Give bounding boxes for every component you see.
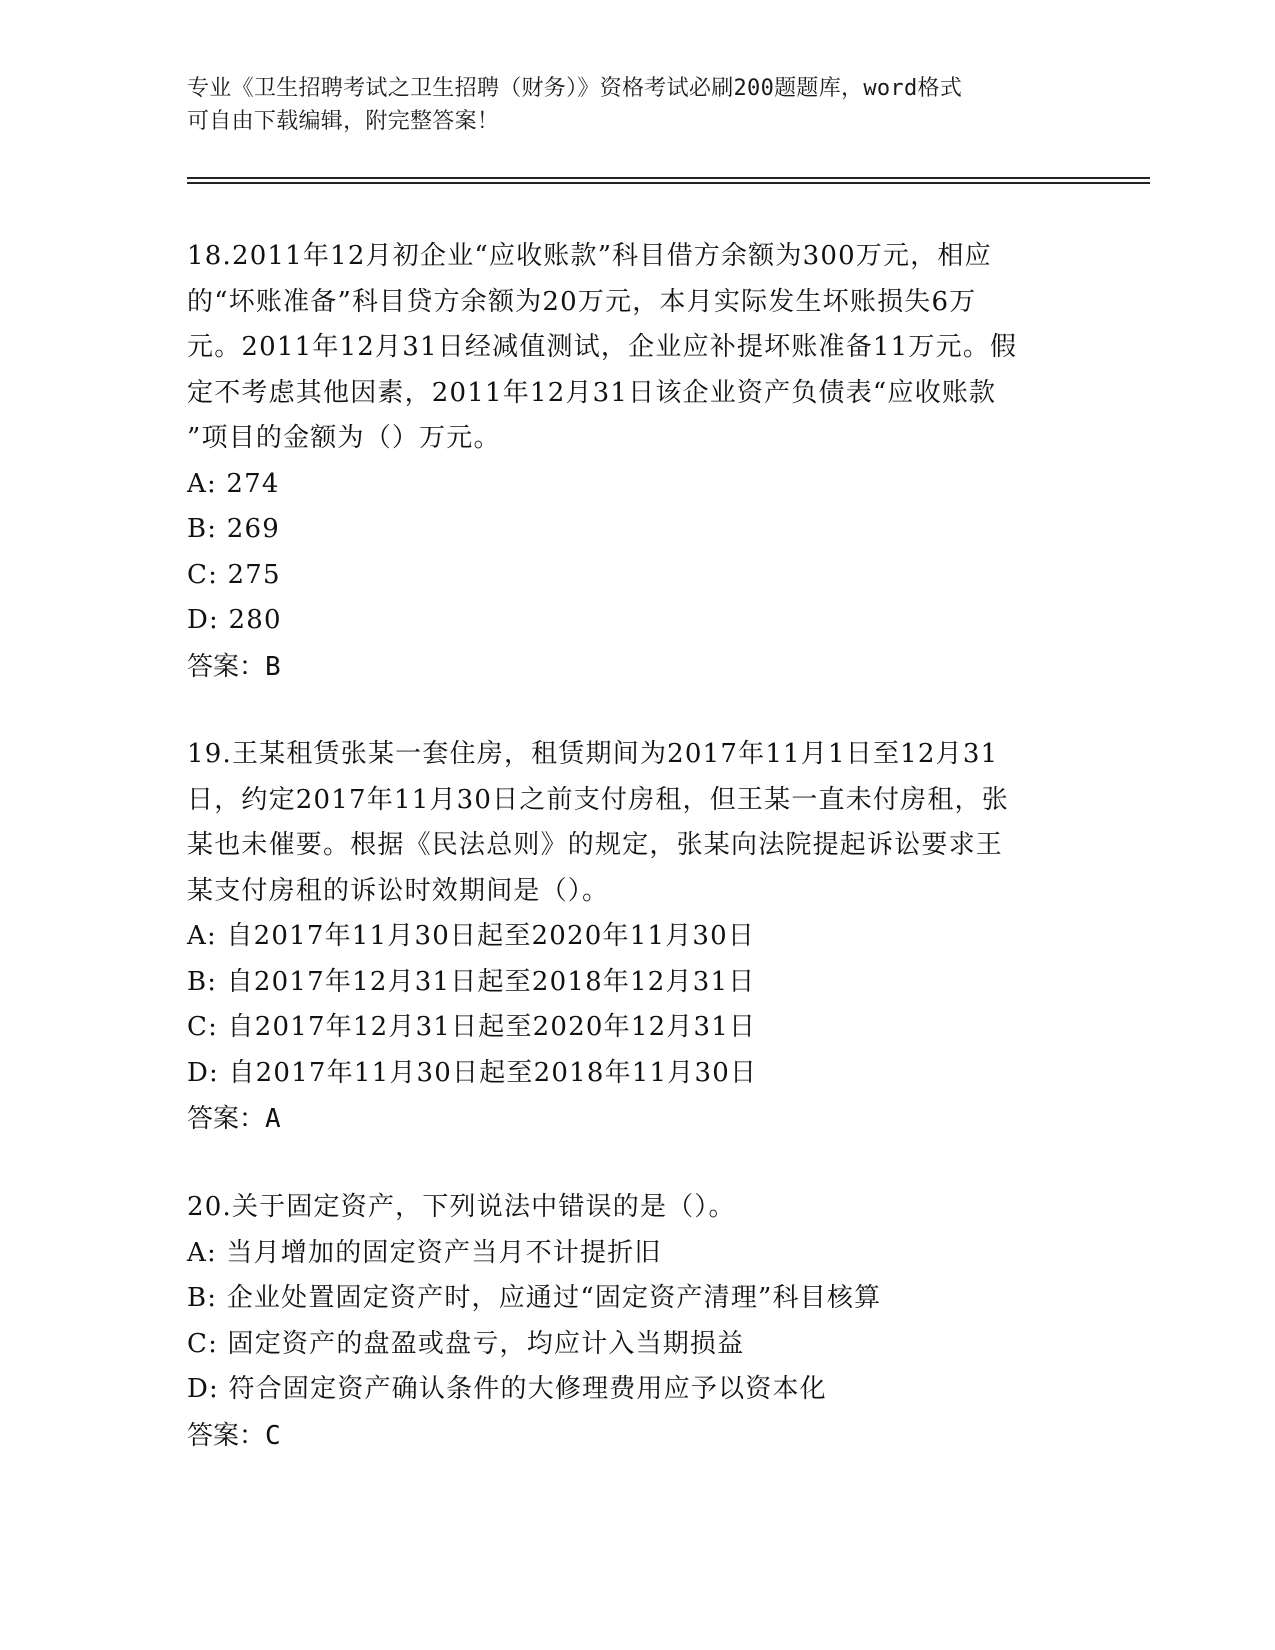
option-b: B: 269: [187, 514, 280, 544]
answer-label: 答案：A: [187, 1104, 281, 1134]
question-stem-line: 某支付房租的诉讼时效期间是（）。: [187, 875, 610, 906]
question-18: [187, 234, 1087, 690]
header-divider-top: [187, 177, 1150, 179]
question-stem-line: 19.王某租赁张某一套住房，租赁期间为2017年11月1日至12月31: [187, 739, 999, 769]
header-line-2: 可自由下载编辑，附完整答案！: [187, 109, 500, 134]
answer-label: 答案：C: [187, 1420, 281, 1451]
option-a: A: 当月增加的固定资产当月不计提折旧: [187, 1237, 662, 1268]
question-stem-line: 20.关于固定资产，下列说法中错误的是（）。: [187, 1192, 736, 1222]
question-stem-line: 某也未催要。根据《民法总则》的规定，张某向法院提起诉讼要求王: [187, 830, 1004, 860]
option-c: C: 自2017年12月31日起至2020年12月31日: [187, 1012, 757, 1042]
question-stem-line: 的“坏账准备”科目贷方余额为20万元，本月实际发生坏账损失6万: [187, 286, 977, 317]
question-stem-line: 18.2011年12月初企业“应收账款”科目借方余额为300万元，相应: [187, 241, 992, 271]
option-b: B: 自2017年12月31日起至2018年12月31日: [187, 966, 756, 997]
question-stem-line: 定不考虑其他因素，2011年12月31日该企业资产负债表“应收账款: [187, 377, 997, 408]
question-stem-line: ”项目的金额为（）万元。: [187, 423, 501, 453]
question-stem-line: 元。2011年12月31日经减值测试，企业应补提坏账准备11万元。假: [187, 332, 1018, 362]
option-a: A: 274: [187, 468, 280, 499]
option-b: B: 企业处置固定资产时，应通过“固定资产清理”科目核算: [187, 1283, 882, 1313]
option-d: D: 自2017年11月30日起至2018年11月30日: [187, 1057, 758, 1088]
option-c: C: 固定资产的盘盈或盘亏，均应计入当期损益: [187, 1328, 745, 1359]
header-line-1: 专业《卫生招聘考试之卫生招聘（财务）》资格考试必刷200题题库，word格式: [187, 76, 963, 101]
option-a: A: 自2017年11月30日起至2020年11月30日: [187, 921, 756, 951]
question-19: [187, 732, 1087, 1143]
option-c: C: 275: [187, 559, 281, 590]
document-header: [187, 72, 1087, 138]
question-stem-line: 日，约定2017年11月30日之前支付房租，但王某一直未付房租，张: [187, 784, 1009, 815]
header-divider-bottom: [187, 182, 1150, 184]
option-d: D: 符合固定资产确认条件的大修理费用应予以资本化: [187, 1374, 827, 1404]
option-d: D: 280: [187, 605, 282, 635]
question-20: [187, 1185, 1087, 1459]
answer-label: 答案：B: [187, 651, 281, 682]
